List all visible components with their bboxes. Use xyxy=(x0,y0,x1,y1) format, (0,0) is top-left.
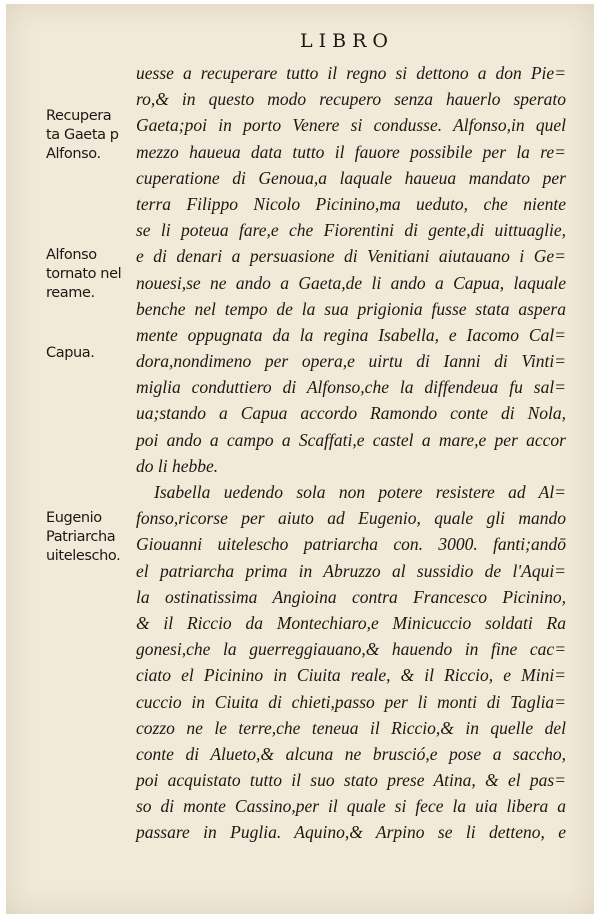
margin-note-line: Alfonso xyxy=(46,247,97,263)
text-line: nouesi,se ne ando a Gaeta,de li ando a Capua, laquale xyxy=(136,272,566,293)
margin-note-line: reame. xyxy=(46,285,95,301)
text-line: poi ando a campo a Scaffati,e castel a mare,e per accor xyxy=(136,429,566,450)
text-line: passare in Puglia. Aquino,& Arpino se li detteno, e xyxy=(136,822,566,843)
text-line: ciato el Picinino in Ciuita reale, & il Riccio, e Mini= xyxy=(136,665,566,686)
text-line: conte di Alueto,& alcuna ne brusció,e pose a saccho, xyxy=(136,743,566,764)
text-line: cuperatione di Genoua,a laquale haueua mandato per xyxy=(136,167,566,188)
text-line: ro,& in questo modo recupero senza hauerlo sperato xyxy=(136,89,566,110)
text-line: do li hebbe. xyxy=(136,455,219,476)
margin-note-eugenio xyxy=(46,509,120,566)
body-text xyxy=(136,60,566,846)
margin-note-line: Alfonso. xyxy=(46,146,101,162)
text-line: la ostinatissima Angioina contra Francesco Picinino, xyxy=(136,586,566,607)
running-head: LIBRO xyxy=(300,30,394,52)
text-line: fonso,ricorse per aiuto ad Eugenio, quale gli mando xyxy=(136,508,566,529)
margin-note-line: Eugenio xyxy=(46,510,102,526)
margin-note-line: Capua. xyxy=(46,345,95,361)
margin-note-line: ta Gaeta p xyxy=(46,127,119,143)
margin-note-line: Patriarcha xyxy=(46,529,116,545)
text-line: Giouanni uitelescho patriarcha con. 3000. fanti;andō xyxy=(136,534,566,555)
text-line: Gaeta;poi in porto Venere si condusse. Alfonso,in quel xyxy=(136,115,566,136)
text-line: e di denari a persuasione di Venitiani aiutauano i Ge= xyxy=(136,246,566,267)
text-line: se li poteua fare,e che Fiorentini di gente,di uittuaglie, xyxy=(136,220,566,241)
margin-note-alfonso-tornato xyxy=(46,246,121,303)
text-line: ua;stando a Capua accordo Ramondo conte di Nola, xyxy=(136,403,566,424)
text-line: gonesi,che la guerreggiauano,& hauendo in fine cac= xyxy=(136,639,566,660)
text-line: uesse a recuperare tutto il regno si dettono a don Pie= xyxy=(136,63,566,83)
text-line: terra Filippo Nicolo Picinino,ma ueduto, che niente xyxy=(136,193,566,214)
text-line: benche nel tempo de la sua prigionia fusse stata aspera xyxy=(136,298,566,319)
text-line: poi acquistato tutto il suo stato prese Atina, & el pas= xyxy=(136,770,566,791)
margin-note-recupera xyxy=(46,107,119,164)
text-line: & il Riccio da Montechiaro,e Minicuccio soldati Ra xyxy=(136,612,566,633)
text-line: dora,nondimeno per opera,e uirtu di Ianni di Vinti= xyxy=(136,351,566,372)
text-line: el patriarcha prima in Abruzzo al sussidio de l'Aqui= xyxy=(136,560,566,581)
margin-note-line: tornato nel xyxy=(46,266,122,282)
margin-note-line: Recupera xyxy=(46,108,112,124)
text-line: so di monte Cassino,per il quale si fece la uia libera a xyxy=(136,796,566,817)
text-line: mezzo haueua data tutto il fauore possibile per la re= xyxy=(136,141,566,162)
margin-note-capua xyxy=(46,344,95,363)
text-line: mente oppugnata da la regina Isabella, e Iacomo Cal= xyxy=(136,324,566,345)
text-line: cuccio in Ciuita di chieti,passo per li monti di Taglia= xyxy=(136,691,566,712)
text-line: cozzo ne le terre,che teneua il Riccio,& in quelle del xyxy=(136,717,566,738)
book-page xyxy=(6,4,594,914)
margin-note-line: uitelescho. xyxy=(46,548,121,564)
paragraph-start-line: Isabella uedendo sola non potere resistere ad Al= xyxy=(154,482,566,502)
text-line: miglia conduttiero di Alfonso,che la diffendeua fu sal= xyxy=(136,377,566,398)
